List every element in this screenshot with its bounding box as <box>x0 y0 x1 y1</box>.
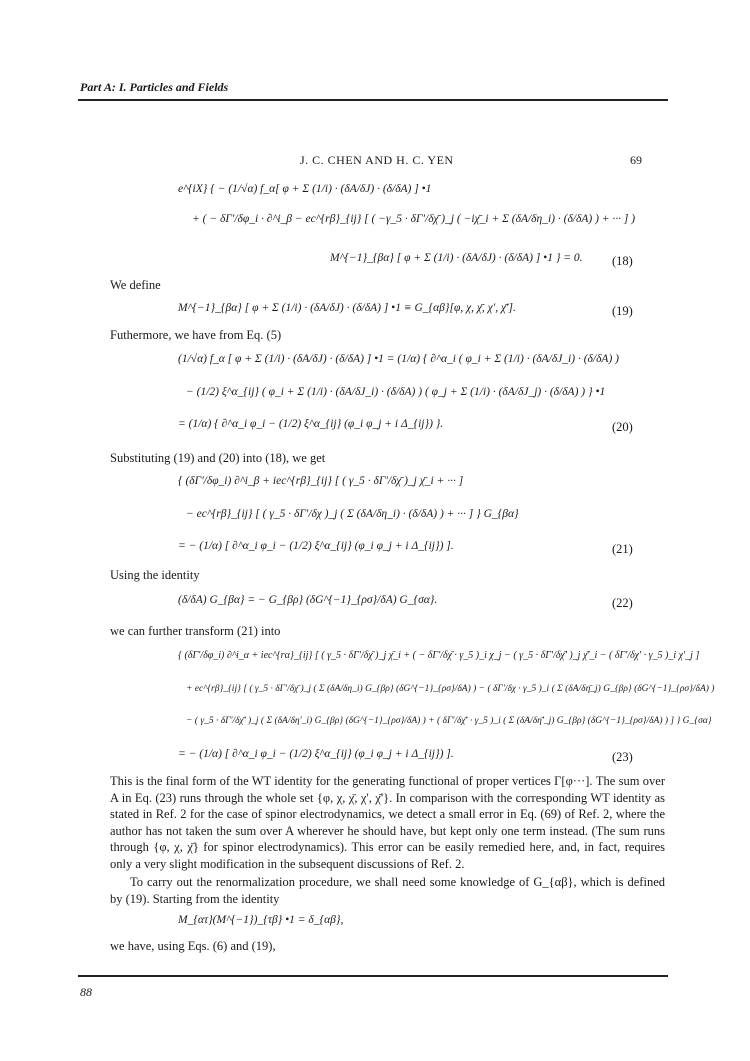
eq20-line1: (1/√α) f_α [ φ + Σ (1/i) · (δA/δJ) · (δ/δA) ] •1 = (1/α) { ∂^α_i ( φ_i + Σ (1/i) · (δA/δJ_i) · (δ/δA) ) <box>178 353 619 365</box>
text-we-have-using: we have, using Eqs. (6) and (19), <box>110 939 276 953</box>
text-using-identity: Using the identity <box>110 568 200 582</box>
eq19-number: (19) <box>612 304 633 318</box>
eq18-line2: + ( − δΓ'/δφ_i · ∂^i_β − ec^{rβ}_{ij} [ ( −γ_5 · δΓ'/δχ̄ )_j ( −iχ̄_i + Σ (δA/δη_i) · (δ/δA) ) + ··· ] ) <box>192 213 636 225</box>
eq20-line2: − (1/2) ξ^α_{ij} ( φ_i + Σ (1/i) · (δA/δJ_i) · (δ/δA) ) ( φ_j + Σ (1/i) · (δA/δJ_j) · (δ/δA) ) } •1 <box>186 386 606 398</box>
text-furthermore: Futhermore, we have from Eq. (5) <box>110 328 282 342</box>
page-number: 69 <box>630 153 642 167</box>
eq21-line1: { (δΓ'/δφ_i) ∂^i_β + iec^{rβ}_{ij} [ ( γ_5 · δΓ'/δχ̄ )_j χ̄_i + ··· ] <box>178 475 464 487</box>
eq21-line2: − ec^{rβ}_{ij} [ ( γ_5 · δΓ'/δχ )_j ( Σ (δA/δη_i) · (δ/δA) ) + ··· ] } G_{βα} <box>186 508 519 520</box>
header-rule <box>78 99 668 101</box>
eq20-line3: = (1/α) { ∂^α_i φ_i − (1/2) ξ^α_{ij} (φ_i φ_j + i Δ_{ij}) }. <box>178 418 444 430</box>
eq23-line2: + ec^{rβ}_{ij} [ ( γ_5 · δΓ'/δχ̄ )_j ( Σ (δA/δη_i) G_{βρ} (δG^{−1}_{ρσ}/δA) ) − ( δΓ'/δχ · γ_5 )_i ( Σ (δA/δη̄_j) G_{βρ} (δG^{−1}_{ρσ}/δA) ) <box>186 684 715 694</box>
identity-equation: M_{ατ}(M^{−1})_{τβ} •1 = δ_{αβ}, <box>178 914 344 926</box>
running-head: J. C. CHEN AND H. C. YEN <box>300 153 454 167</box>
text-we-define: We define <box>110 278 161 292</box>
eq19-line1: M^{−1}_{βα} [ φ + Σ (1/i) · (δA/δJ) · (δ/δA) ] •1 ≡ G_{αβ}[φ, χ, χ̄, χ', χ̄']. <box>178 302 516 314</box>
eq21-number: (21) <box>612 542 633 556</box>
eq23-line1: { (δΓ'/δφ_i) ∂^i_α + iec^{rα}_{ij} [ ( γ_5 · δΓ'/δχ̄ )_j χ̄_i + ( − δΓ'/δχ̄ · γ_5 )_i χ_j − ( γ_5 · δΓ'/δχ̄' )_j χ̄'_i − ( δΓ'/δχ' · γ_5 )_i χ'_j ] <box>178 650 700 661</box>
footer-rule <box>78 975 668 977</box>
text-substituting: Substituting (19) and (20) into (18), we get <box>110 451 326 465</box>
eq23-line3: − ( γ_5 · δΓ'/δχ̄' )_j ( Σ (δA/δη'_i) G_{βρ} (δG^{−1}_{ρσ}/δA) ) + ( δΓ'/δχ̄' · γ_5 )_i ( Σ (δA/δη̄'_j) G_{βρ} (δG^{−1}_{ρσ}/δA) ) ] } G_{σα} <box>186 716 712 726</box>
eq23-number: (23) <box>612 750 633 764</box>
eq22-number: (22) <box>612 596 633 610</box>
eq18-number: (18) <box>612 254 633 268</box>
eq21-line3: = − (1/α) [ ∂^α_i φ_i − (1/2) ξ^α_{ij} (φ_i φ_j + i Δ_{ij}) ]. <box>178 540 454 552</box>
paragraph-final-form: This is the final form of the WT identity for the generating functional of proper vertices Γ[φ···]. The sum over A in Eq. (23) runs through the whole set {φ, χ, χ̄, χ', χ̄'}. In comparison with the corresponding WT identity as stated in Ref. 2 for the case of spinor electrodynamics, we detect a small error in Eq. (69) of Ref. 2, where the author has not taken the sum over A wherever he should have, but kept only one term instead. (The sum runs through {φ, χ, χ̄} for spinor electrodynamics). This error can be easily remedied here, and, in fact, requires only a very slight modification in the subsequent discussions of Ref. 2. <box>110 774 665 871</box>
eq18-line3: M^{−1}_{βα} [ φ + Σ (1/i) · (δA/δJ) · (δ/δA) ] •1 } = 0. <box>330 252 583 264</box>
eq18-line1: e^{iX} { − (1/√α) f_α[ φ + Σ (1/i) · (δA/δJ) · (δ/δA) ] •1 <box>178 183 432 195</box>
paragraph-renormalization: To carry out the renormalization procedure, we shall need some knowledge of G_{αβ}, which is defined by (19). Starting from the identity <box>110 875 665 906</box>
section-header: Part A: I. Particles and Fields <box>80 80 229 94</box>
eq23-line4: = − (1/α) [ ∂^α_i φ_i − (1/2) ξ^α_{ij} (φ_i φ_j + i Δ_{ij}) ]. <box>178 748 454 760</box>
eq22-line1: (δ/δA) G_{βα} = − G_{βρ} (δG^{−1}_{ρσ}/δA) G_{σα}. <box>178 594 438 606</box>
text-further-transform: we can further transform (21) into <box>110 624 281 638</box>
folio: 88 <box>80 985 92 999</box>
eq20-number: (20) <box>612 420 633 434</box>
